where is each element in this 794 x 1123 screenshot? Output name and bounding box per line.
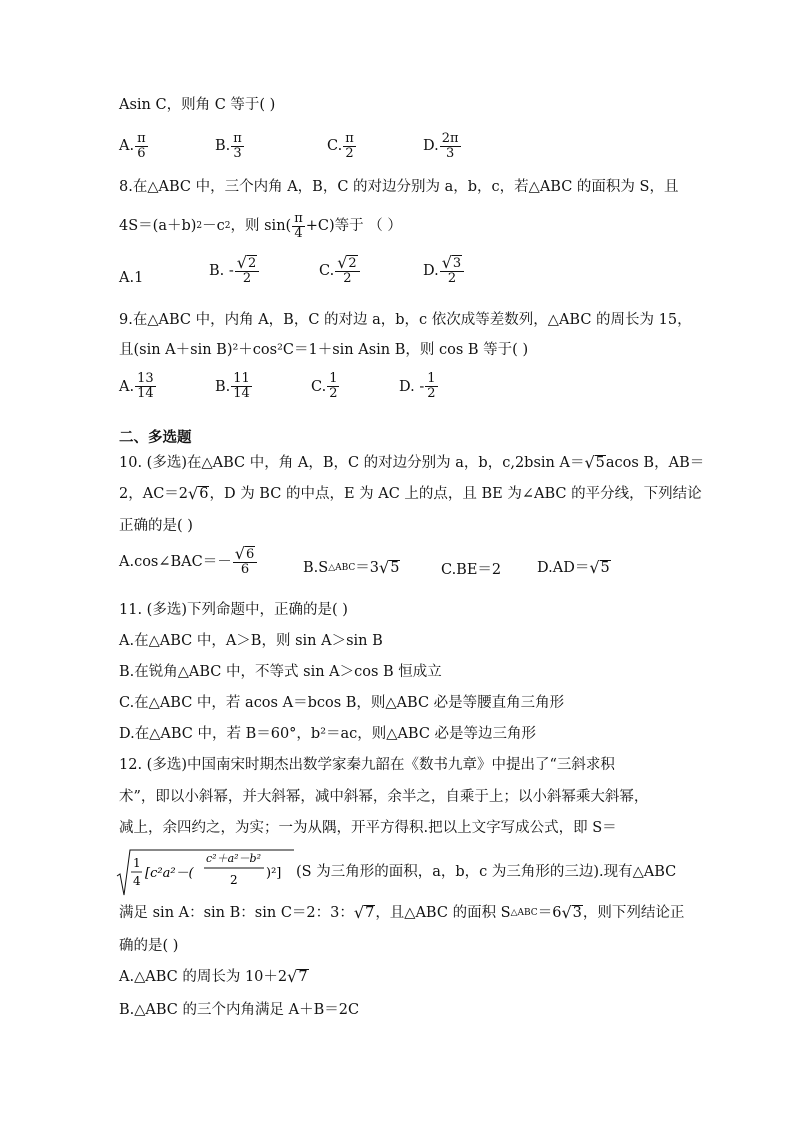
q10-option-d: D.AD＝ √ 5 [537, 558, 610, 577]
q7-tail-line: Asin C，则角 C 等于( ) [119, 97, 276, 113]
q8-option-d: D. √ 3 2 [423, 255, 465, 286]
q11-option-c: C.在△ABC 中，若 acos A＝bcos B，则△ABC 必是等腰直角三角形 [119, 695, 565, 711]
formula-inner-num: c²＋a²－b² [206, 852, 261, 865]
q10-option-c: C.BE＝2 [441, 562, 502, 578]
q9-options [119, 372, 519, 412]
section-heading-multi-choice: 二、多选题 [119, 429, 192, 446]
q10-option-a: A.cos∠BAC＝－ √ 6 6 [119, 546, 258, 577]
q11-option-b: B.在锐角△ABC 中，不等式 sin A＞cos B 恒成立 [119, 664, 442, 680]
q8-options [119, 255, 519, 297]
q11-line-1: 11. (多选)下列命题中，正确的是( ) [119, 602, 348, 618]
formula-inner-den: 2 [230, 873, 238, 887]
q9-line-1: 9.在△ABC 中，内角 A，B，C 的对边 a，b，c 依次成等差数列，△ABC 的周长为 15， [119, 312, 692, 328]
q12-line-1: 12. (多选)中国南宋时期杰出数学家秦九韶在《数书九章》中提出了“三斜求积 [119, 757, 615, 773]
q7-option-b: B. $\frac{\pi}{3}$ [215, 130, 242, 161]
q7-option-d: D. $\frac{2\pi}{3}$ [423, 130, 459, 161]
q12-option-b: B.△ABC 的三个内角满足 A＋B＝2C [119, 1002, 360, 1018]
q10-options [119, 546, 619, 588]
qin-jiushao-formula [116, 848, 296, 898]
q9-line-2: 且(sin A＋sin B)²＋cos²C＝1＋sin Asin B，则 cos B 等于( ) [119, 342, 529, 358]
q10-line-1: 10. (多选)在△ABC 中，角 A，B，C 的对边分别为 a，b，c,2bsin A＝ √ 5 acos B，AB＝ [119, 453, 705, 472]
q7-option-c: C. $\frac{\pi}{2}$ [327, 130, 354, 161]
svg-text:)²]: )²] [266, 866, 282, 881]
q9-option-d: D. - $\frac{1}{2}$ [399, 371, 436, 401]
q10-line-3: 正确的是( ) [119, 518, 193, 534]
q8-line-2: 4S＝(a＋b) 2 －c 2 ，则 sin( $\frac{\pi}{4}$ +C)等于 （ ） [119, 210, 402, 241]
q10-option-b: B.S △ABC ＝3 √ 5 [303, 558, 400, 577]
q8-option-b: B. - √ 2 2 [209, 255, 260, 286]
q12-formula-tail: (S 为三角形的面积，a，b，c 为三角形的三边).现有△ABC [296, 864, 677, 880]
q8-option-a: A.1 [119, 270, 144, 286]
q12-line-3: 减上，余四约之，为实；一为从隅，开平方得积.把以上文字写成公式，即 S＝ [119, 820, 617, 836]
q11-option-d: D.在△ABC 中，若 B＝60°，b²＝ac，则△ABC 必是等边三角形 [119, 726, 537, 742]
q12-line-2: 术”，即以小斜幂，并大斜幂，减中斜幂，余半之，自乘于上；以小斜幂乘大斜幂， [119, 789, 649, 805]
formula-quarter-num: 1 [133, 856, 141, 870]
q10-line-2: 2，AC＝2 √ 6 ，D 为 BC 的中点，E 为 AC 上的点，且 BE 为∠ABC 的平分线，下列结论 [119, 484, 702, 503]
svg-text:[c²a²－(: [c²a²－( [145, 866, 194, 881]
q8-option-c: C. √ 2 2 [319, 255, 361, 286]
q7-option-a: A. $\frac{\pi}{6}$ [119, 130, 146, 161]
q12-line-6: 确的是( ) [119, 938, 179, 954]
q9-option-b: B. $\frac{11}{14}$ [215, 371, 250, 401]
q9-option-c: C. $\frac{1}{2}$ [311, 371, 338, 401]
q7-options [119, 128, 519, 164]
q11-option-a: A.在△ABC 中，A＞B，则 sin A＞sin B [119, 633, 383, 649]
q9-option-a: A. $\frac{13}{14}$ [119, 371, 154, 401]
q8-line-1: 8.在△ABC 中，三个内角 A，B，C 的对边分别为 a，b，c，若△ABC 的面积为 S，且 [119, 179, 679, 195]
formula-quarter-den: 4 [133, 874, 141, 888]
q12-line-5: 满足 sin A：sin B：sin C＝2：3： √ 7 ，且△ABC 的面积 S △ABC ＝6 √ 3 ，则下列结论正 [119, 903, 685, 922]
q12-option-a: A.△ABC 的周长为 10＋2 √ 7 [119, 967, 308, 986]
